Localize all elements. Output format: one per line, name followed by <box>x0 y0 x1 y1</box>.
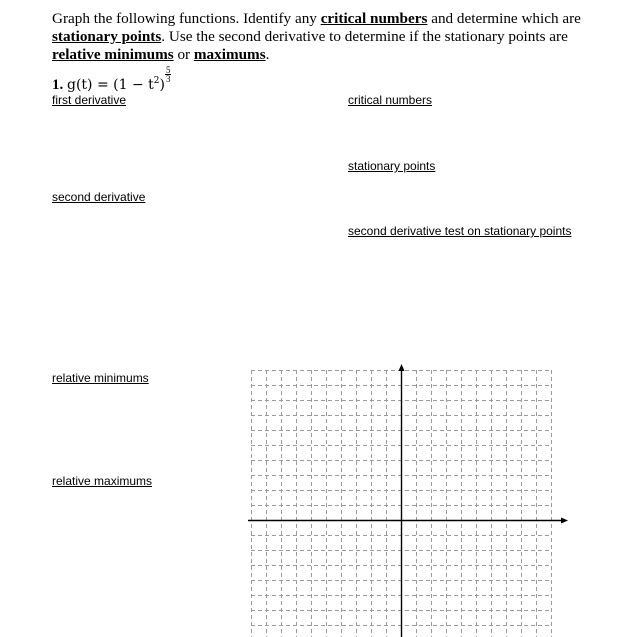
second-derivative-test-label: second derivative test on stationary points <box>348 224 572 238</box>
problem-number: 1. <box>52 77 64 93</box>
first-derivative-label: first derivative <box>52 93 127 107</box>
second-derivative-label: second derivative <box>52 190 146 204</box>
instructions-text-4: or <box>173 46 194 63</box>
relative-minimums-term: relative minimums <box>52 46 174 63</box>
maximums-term: maximums <box>193 46 266 63</box>
instructions-text-5: . <box>265 46 270 63</box>
critical-numbers-term: critical numbers <box>320 10 428 27</box>
stationary-points-label: stationary points <box>348 159 436 173</box>
exponent-numerator: 5 <box>165 65 171 75</box>
function-close-paren: ) <box>159 77 165 93</box>
function-lhs: g(t) = (1 − t <box>67 77 154 93</box>
relative-minimums-label: relative minimums <box>52 371 149 385</box>
relative-maximums-label: relative maximums <box>52 474 153 488</box>
exponent-denominator: 3 <box>165 74 171 84</box>
instructions-text-1: Graph the following functions. Identify any <box>52 10 321 27</box>
critical-numbers-label: critical numbers <box>348 93 433 107</box>
y-axis-arrow-icon <box>399 364 405 371</box>
instructions-text-2: and determine which are <box>427 10 581 27</box>
instructions-text-3: . Use the second derivative to determine if the stationary points are <box>161 28 568 45</box>
square-exponent: 2 <box>153 76 160 86</box>
stationary-points-term: stationary points <box>52 28 162 45</box>
x-axis-arrow-icon <box>561 518 568 524</box>
